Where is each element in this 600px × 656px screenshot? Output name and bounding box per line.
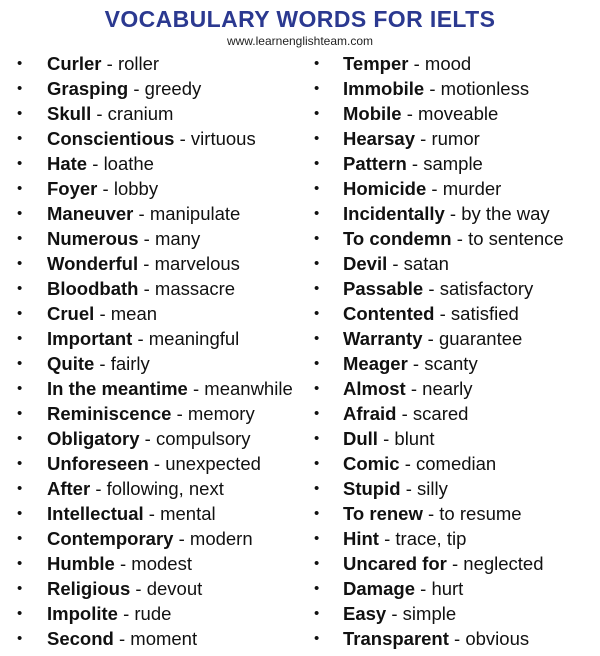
separator-dash: - xyxy=(454,628,461,649)
vocab-entry xyxy=(0,76,300,101)
bullet-icon: • xyxy=(314,455,320,472)
vocab-word: Damage xyxy=(343,578,415,599)
bullet-icon: • xyxy=(17,505,23,522)
vocab-synonym: satisfied xyxy=(450,303,519,324)
vocab-word: Afraid xyxy=(343,403,397,424)
bullet-icon: • xyxy=(17,255,23,272)
vocab-word: Stupid xyxy=(343,478,401,499)
separator-dash: - xyxy=(143,253,150,274)
vocab-synonym: moment xyxy=(130,628,198,649)
vocab-word: Hint xyxy=(343,528,379,549)
separator-dash: - xyxy=(406,103,413,124)
vocab-word: Passable xyxy=(343,278,424,299)
vocab-entry xyxy=(0,51,300,76)
bullet-icon: • xyxy=(17,230,23,247)
separator-dash: - xyxy=(96,103,103,124)
vocab-entry xyxy=(300,351,600,376)
vocab-synonym: scanty xyxy=(424,353,478,374)
separator-dash: - xyxy=(133,78,140,99)
bullet-icon: • xyxy=(314,255,320,272)
vocab-word: Uncared for xyxy=(343,553,447,574)
bullet-icon: • xyxy=(17,555,23,572)
vocab-entry xyxy=(0,276,300,301)
bullet-icon: • xyxy=(17,105,23,122)
bullet-icon: • xyxy=(314,580,320,597)
vocab-synonym: scared xyxy=(412,403,469,424)
bullet-icon: • xyxy=(17,430,23,447)
bullet-icon: • xyxy=(17,155,23,172)
vocab-entry xyxy=(300,551,600,576)
separator-dash: - xyxy=(143,228,150,249)
vocab-entry xyxy=(0,201,300,226)
vocab-word: Humble xyxy=(47,553,115,574)
vocab-word: Intellectual xyxy=(47,503,144,524)
vocab-synonym: massacre xyxy=(154,278,236,299)
vocab-entry xyxy=(0,301,300,326)
bullet-icon: • xyxy=(314,130,320,147)
vocab-entry xyxy=(300,301,600,326)
vocab-synonym: unexpected xyxy=(165,453,261,474)
page-title: VOCABULARY WORDS FOR IELTS xyxy=(104,6,496,32)
vocab-word: Mobile xyxy=(343,103,402,124)
bullet-icon: • xyxy=(314,430,320,447)
vocab-word: Meager xyxy=(343,353,408,374)
bullet-icon: • xyxy=(17,355,23,372)
vocab-entry xyxy=(300,176,600,201)
left-word-column xyxy=(0,51,300,651)
vocab-synonym: manipulate xyxy=(149,203,241,224)
vocab-synonym: silly xyxy=(417,478,448,499)
separator-dash: - xyxy=(428,278,435,299)
vocab-synonym: nearly xyxy=(422,378,473,399)
vocab-entry xyxy=(300,76,600,101)
separator-dash: - xyxy=(106,53,113,74)
vocab-word: Unforeseen xyxy=(47,453,149,474)
vocab-synonym: cranium xyxy=(107,103,174,124)
vocab-word: Grasping xyxy=(47,78,129,99)
vocab-entry xyxy=(0,551,300,576)
bullet-icon: • xyxy=(17,530,23,547)
bullet-icon: • xyxy=(314,480,320,497)
vocab-word: Wonderful xyxy=(47,253,139,274)
vocab-synonym: many xyxy=(154,228,201,249)
bullet-icon: • xyxy=(17,380,23,397)
vocab-entry xyxy=(300,51,600,76)
vocab-word: To renew xyxy=(343,503,423,524)
vocab-synonym: obvious xyxy=(465,628,530,649)
vocab-entry xyxy=(0,626,300,651)
separator-dash: - xyxy=(137,328,144,349)
vocab-synonym: trace, tip xyxy=(395,528,467,549)
vocab-synonym: modern xyxy=(189,528,253,549)
bullet-icon: • xyxy=(17,280,23,297)
vocab-entry xyxy=(300,101,600,126)
separator-dash: - xyxy=(148,503,155,524)
separator-dash: - xyxy=(92,153,99,174)
vocab-synonym: satan xyxy=(403,253,449,274)
bullet-icon: • xyxy=(314,330,320,347)
vocab-word: Maneuver xyxy=(47,203,134,224)
vocab-entry xyxy=(300,476,600,501)
vocab-word: Comic xyxy=(343,453,400,474)
vocab-entry xyxy=(0,176,300,201)
vocab-word: Important xyxy=(47,328,133,349)
vocab-word: Almost xyxy=(343,378,406,399)
vocab-synonym: fairly xyxy=(110,353,150,374)
vocab-word: To condemn xyxy=(343,228,452,249)
bullet-icon: • xyxy=(314,105,320,122)
vocab-entry xyxy=(0,251,300,276)
vocab-word: Religious xyxy=(47,578,131,599)
vocab-synonym: mean xyxy=(110,303,158,324)
separator-dash: - xyxy=(144,428,151,449)
vocab-synonym: compulsory xyxy=(155,428,251,449)
vocab-word: Obligatory xyxy=(47,428,140,449)
separator-dash: - xyxy=(118,628,126,649)
vocab-entry xyxy=(300,526,600,551)
vocab-synonym: simple xyxy=(402,603,457,624)
separator-dash: - xyxy=(153,453,161,474)
separator-dash: - xyxy=(449,203,457,224)
vocab-synonym: mood xyxy=(424,53,472,74)
vocab-synonym: satisfactory xyxy=(439,278,534,299)
vocab-synonym: motionless xyxy=(440,78,530,99)
vocab-entry xyxy=(0,501,300,526)
bullet-icon: • xyxy=(17,455,23,472)
vocab-word: Incidentally xyxy=(343,203,445,224)
vocab-word: Quite xyxy=(47,353,95,374)
bullet-icon: • xyxy=(17,330,23,347)
bullet-icon: • xyxy=(17,180,23,197)
bullet-icon: • xyxy=(314,555,320,572)
vocab-word: Numerous xyxy=(47,228,139,249)
bullet-icon: • xyxy=(314,205,320,222)
vocab-entry xyxy=(300,276,600,301)
vocab-word: Homicide xyxy=(343,178,427,199)
vocab-word: After xyxy=(47,478,91,499)
vocab-entry xyxy=(0,576,300,601)
vocab-entry xyxy=(300,376,600,401)
vocab-entry xyxy=(0,226,300,251)
separator-dash: - xyxy=(383,428,390,449)
vocab-entry xyxy=(300,626,600,651)
bullet-icon: • xyxy=(17,205,23,222)
vocab-entry xyxy=(0,151,300,176)
bullet-icon: • xyxy=(17,605,23,622)
vocab-word: Immobile xyxy=(343,78,425,99)
separator-dash: - xyxy=(176,403,183,424)
vocab-synonym: by the way xyxy=(461,203,550,224)
separator-dash: - xyxy=(429,78,436,99)
vocab-entry xyxy=(0,476,300,501)
separator-dash: - xyxy=(404,453,411,474)
vocab-entry xyxy=(300,501,600,526)
bullet-icon: • xyxy=(314,505,320,522)
vocab-entry xyxy=(300,126,600,151)
vocab-synonym: greedy xyxy=(144,78,202,99)
vocab-synonym: devout xyxy=(146,578,203,599)
vocab-word: Skull xyxy=(47,103,92,124)
bullet-icon: • xyxy=(17,405,23,422)
vocab-synonym: modest xyxy=(131,553,192,574)
separator-dash: - xyxy=(405,478,412,499)
vocab-word: Reminiscence xyxy=(47,403,172,424)
separator-dash: - xyxy=(431,178,438,199)
vocab-entry xyxy=(300,451,600,476)
separator-dash: - xyxy=(411,153,419,174)
vocab-word: Hearsay xyxy=(343,128,416,149)
vocab-synonym: mental xyxy=(160,503,216,524)
separator-dash: - xyxy=(99,303,106,324)
vocab-entry xyxy=(300,151,600,176)
vocab-synonym: blunt xyxy=(394,428,435,449)
vocab-synonym: to resume xyxy=(439,503,522,524)
website-url: www.learnenglishteam.com xyxy=(226,34,374,48)
vocab-entry xyxy=(0,451,300,476)
separator-dash: - xyxy=(391,603,398,624)
separator-dash: - xyxy=(412,353,420,374)
vocab-synonym: virtuous xyxy=(190,128,256,149)
separator-dash: - xyxy=(135,578,142,599)
vocab-word: Devil xyxy=(343,253,388,274)
separator-dash: - xyxy=(143,278,150,299)
vocab-synonym: murder xyxy=(442,178,502,199)
vocab-synonym: comedian xyxy=(416,453,497,474)
separator-dash: - xyxy=(427,503,435,524)
vocab-word: Contemporary xyxy=(47,528,174,549)
vocab-entry xyxy=(300,251,600,276)
vocab-synonym: rude xyxy=(134,603,172,624)
vocab-synonym: marvelous xyxy=(154,253,240,274)
separator-dash: - xyxy=(410,378,418,399)
bullet-icon: • xyxy=(314,630,320,647)
separator-dash: - xyxy=(99,353,106,374)
right-word-column xyxy=(300,51,600,651)
separator-dash: - xyxy=(420,128,427,149)
vocab-synonym: meaningful xyxy=(148,328,240,349)
vocab-synonym: following, next xyxy=(106,478,224,499)
vocab-synonym: sample xyxy=(423,153,483,174)
vocab-entry xyxy=(0,401,300,426)
separator-dash: - xyxy=(439,303,446,324)
separator-dash: - xyxy=(384,528,391,549)
vocab-entry xyxy=(300,576,600,601)
vocab-synonym: lobby xyxy=(113,178,159,199)
vocab-word: Hate xyxy=(47,153,88,174)
bullet-icon: • xyxy=(314,80,320,97)
vocab-entry xyxy=(300,226,600,251)
vocab-synonym: hurt xyxy=(431,578,464,599)
bullet-icon: • xyxy=(17,130,23,147)
separator-dash: - xyxy=(179,128,186,149)
separator-dash: - xyxy=(123,603,130,624)
vocab-entry xyxy=(0,601,300,626)
separator-dash: - xyxy=(102,178,109,199)
bullet-icon: • xyxy=(314,405,320,422)
separator-dash: - xyxy=(413,53,420,74)
vocab-word: Temper xyxy=(343,53,409,74)
vocab-word: Bloodbath xyxy=(47,278,139,299)
bullet-icon: • xyxy=(314,55,320,72)
vocab-word: Pattern xyxy=(343,153,407,174)
separator-dash: - xyxy=(451,553,459,574)
bullet-icon: • xyxy=(314,155,320,172)
vocab-synonym: loathe xyxy=(103,153,154,174)
vocab-entry xyxy=(300,601,600,626)
vocab-word: Impolite xyxy=(47,603,118,624)
bullet-icon: • xyxy=(314,355,320,372)
bullet-icon: • xyxy=(314,605,320,622)
separator-dash: - xyxy=(178,528,185,549)
vocab-synonym: memory xyxy=(187,403,255,424)
vocab-word: Curler xyxy=(47,53,102,74)
bullet-icon: • xyxy=(17,630,23,647)
separator-dash: - xyxy=(119,553,127,574)
vocab-entry xyxy=(300,326,600,351)
vocab-synonym: rumor xyxy=(431,128,480,149)
vocab-entry xyxy=(0,376,300,401)
vocab-word: Cruel xyxy=(47,303,95,324)
vocab-entry xyxy=(0,126,300,151)
bullet-icon: • xyxy=(314,530,320,547)
vocab-entry xyxy=(0,326,300,351)
vocab-word: In the meantime xyxy=(47,378,188,399)
vocab-synonym: neglected xyxy=(463,553,544,574)
vocab-word: Dull xyxy=(343,428,378,449)
bullet-icon: • xyxy=(17,80,23,97)
vocab-word: Contented xyxy=(343,303,435,324)
vocab-word: Easy xyxy=(343,603,387,624)
bullet-icon: • xyxy=(17,55,23,72)
bullet-icon: • xyxy=(314,180,320,197)
vocab-synonym: moveable xyxy=(418,103,499,124)
bullet-icon: • xyxy=(314,230,320,247)
vocab-entry xyxy=(300,401,600,426)
bullet-icon: • xyxy=(17,580,23,597)
separator-dash: - xyxy=(427,328,434,349)
vocab-synonym: meanwhile xyxy=(204,378,293,399)
vocab-entry xyxy=(0,101,300,126)
separator-dash: - xyxy=(95,478,102,499)
separator-dash: - xyxy=(392,253,399,274)
vocab-entry xyxy=(0,426,300,451)
bullet-icon: • xyxy=(314,380,320,397)
vocab-entry xyxy=(0,351,300,376)
vocab-entry xyxy=(300,201,600,226)
bullet-icon: • xyxy=(17,305,23,322)
bullet-icon: • xyxy=(17,480,23,497)
separator-dash: - xyxy=(401,403,408,424)
vocab-word: Conscientious xyxy=(47,128,175,149)
vocab-word: Transparent xyxy=(343,628,449,649)
vocab-word: Second xyxy=(47,628,114,649)
vocab-synonym: to sentence xyxy=(468,228,564,249)
vocab-entry xyxy=(0,526,300,551)
separator-dash: - xyxy=(192,378,200,399)
vocab-synonym: guarantee xyxy=(438,328,523,349)
separator-dash: - xyxy=(138,203,145,224)
bullet-icon: • xyxy=(314,280,320,297)
vocab-word: Warranty xyxy=(343,328,423,349)
vocab-word: Foyer xyxy=(47,178,98,199)
bullet-icon: • xyxy=(314,305,320,322)
separator-dash: - xyxy=(420,578,427,599)
separator-dash: - xyxy=(456,228,463,249)
vocab-synonym: roller xyxy=(117,53,160,74)
vocab-entry xyxy=(300,426,600,451)
